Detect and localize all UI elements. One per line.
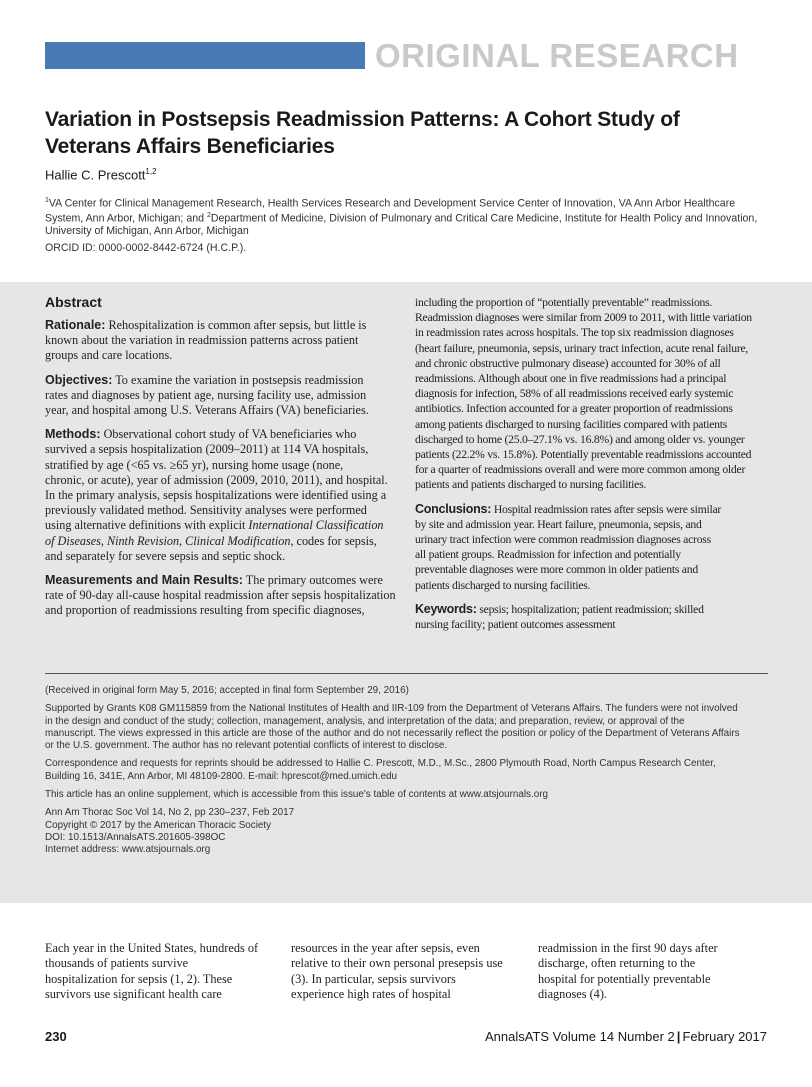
body-column-3: [538, 941, 718, 1003]
abstract-line: [45, 534, 405, 549]
abstract-paragraph: [45, 373, 405, 419]
note-paragraph: [45, 758, 775, 783]
abstract-line: [415, 386, 775, 401]
abstract-text: stratified by age (<65 vs. ≥65 yr), nursing home usage (none,: [45, 457, 344, 472]
abstract-line: [45, 603, 405, 618]
note-line: in the design and conduct of the study; collection, management, analysis, and interpretation of the data; and preparation, review, or approval of the: [45, 715, 685, 727]
note-paragraph: [45, 703, 775, 752]
abstract-line: [415, 617, 775, 632]
abstract-text: urinary tract infection were common readmission diagnoses across: [415, 533, 711, 547]
abstract-text: of Diseases, Ninth Revision, Clinical Modification, codes for sepsis,: [45, 533, 377, 548]
body-text-line: readmission in the first 90 days after: [538, 941, 718, 955]
divider: [45, 673, 768, 674]
abstract-text: patients and patients discharged to nursing facilities.: [415, 478, 647, 492]
abstract-line: [415, 356, 775, 371]
abstract-text: Rehospitalization is common after sepsis, but little is: [105, 318, 367, 332]
note-line: This article has an online supplement, which is accessible from this issue's table of contents at www.atsjournals.org: [45, 789, 549, 801]
note-line: manuscript. The views expressed in this article are those of the author and do not necessarily reflect the position or policy of the Department of Veterans Affairs: [45, 727, 740, 739]
abstract-section-label: Rationale:: [45, 318, 106, 332]
abstract-section-label: Methods:: [45, 427, 101, 442]
abstract-line: [415, 517, 775, 532]
note-line: Building 16, 341E, Ann Arbor, MI 48109-2800. E-mail: hprescot@med.umich.edu: [45, 770, 398, 782]
abstract-line: [415, 502, 775, 517]
abstract-text: (heart failure, pneumonia, sepsis, urinary tract infection, acute renal failure,: [415, 341, 749, 355]
note-line: or the U.S. government. The author has no relevant potential conflicts of interest to disclose.: [45, 740, 448, 752]
abstract-line: [45, 518, 405, 533]
abstract-text: and chronic obstructive pulmonary disease) accounted for 30% of all: [415, 356, 721, 370]
abstract-text: chronic, or acute), year of admission (2009, 2010, 2011), and hospital.: [45, 472, 388, 487]
abstract-text: among patients discharged to nursing facilities compared with patients: [415, 417, 728, 431]
abstract-text: readmissions. Although about one in five readmissions had a principal: [415, 372, 727, 386]
abstract-text: Readmission diagnoses were similar from 2009 to 2011, with little variation: [415, 311, 752, 325]
abstract-section-label: Objectives:: [45, 372, 113, 387]
abstract-text: known about the variation in readmission patterns across patient: [45, 333, 359, 348]
abstract-line: [415, 341, 775, 356]
abstract-line: [415, 477, 775, 492]
abstract-paragraph: [45, 427, 405, 564]
abstract-line: [45, 388, 405, 403]
abstract-text: survived a sepsis hospitalization (2009–2011) at 114 VA hospitals,: [45, 442, 369, 457]
abstract-line: [415, 547, 775, 562]
abstract-line: [415, 462, 775, 477]
abstract-section-label: Measurements and Main Results:: [45, 573, 243, 588]
abstract-line: [45, 318, 405, 333]
abstract-line: [45, 503, 405, 518]
abstract-section-label: Conclusions:: [415, 501, 492, 516]
abstract-line: [415, 432, 775, 447]
abstract-text: diagnosis for infection, 58% of all readmissions received early systemic: [415, 387, 734, 401]
note-line: Correspondence and requests for reprints should be addressed to Hallie C. Prescott, M.D., M.Sc., 2800 Plymouth Road, North Campus Research Center,: [45, 758, 716, 770]
abstract-text: by site and admission year. Heart failure, pneumonia, sepsis, and: [415, 517, 702, 531]
abstract-line: [415, 532, 775, 547]
body-text-line: diagnoses (4).: [538, 987, 607, 1002]
article-notes: [45, 685, 775, 863]
abstract-line: [45, 427, 405, 442]
journal-issue: AnnalsATS Volume 14 Number 2: [484, 1029, 675, 1044]
abstract-line: [45, 333, 405, 348]
abstract-right-column: [415, 295, 775, 641]
note-paragraph: [45, 685, 775, 697]
author-affiliation-sup: 1,2: [145, 167, 157, 176]
note-line: DOI: 10.1513/AnnalsATS.201605-398OC: [45, 831, 226, 843]
body-text-line: (3). In particular, sepsis survivors: [291, 971, 456, 986]
journal-footer: [485, 1029, 767, 1044]
abstract-text: sepsis; hospitalization; patient readmission; skilled: [476, 602, 704, 616]
abstract-text: To examine the variation in postsepsis readmission: [112, 372, 364, 387]
section-label: ORIGINAL RESEARCH: [375, 37, 739, 74]
abstract-left-column: [45, 318, 405, 628]
abstract-line: [415, 602, 775, 617]
body-text-line: hospital for potentially preventable: [538, 971, 711, 986]
body-column-1: [45, 941, 258, 1003]
abstract-paragraph: [45, 318, 405, 364]
issue-date: February 2017: [682, 1029, 767, 1044]
abstract-line: [415, 325, 775, 340]
note-line: Copyright © 2017 by the American Thoracic Society: [45, 819, 272, 831]
abstract-line: [415, 417, 775, 432]
affil-1: VA Center for Clinical Management Research, Health Services Research and Development Service Center of Innovation, VA Ann Arbor Healthcare System, Ann Arbor, Michigan; and: [45, 197, 736, 225]
author: [45, 167, 157, 182]
body-text-line: experience high rates of hospital: [291, 987, 451, 1002]
abstract-text: patients (22.2% vs. 15.8%). Potentially preventable readmissions accounted: [415, 448, 752, 462]
abstract-text: preventable diagnoses were more common in older patients and: [415, 563, 698, 577]
abstract-text: discharged to home (25.0–27.1% vs. 16.8%) and among older vs. younger: [415, 432, 745, 446]
abstract-text: In the primary analysis, sepsis hospitalizations were identified using a: [45, 488, 387, 503]
abstract-section-label: Keywords:: [415, 601, 477, 616]
abstract-line: [45, 458, 405, 473]
abstract-line: [45, 442, 405, 457]
abstract-line: [415, 578, 775, 593]
article-title: Variation in Postsepsis Readmission Patterns: A Cohort Study of Veterans Affairs Beneficiaries: [45, 108, 680, 158]
abstract-line: [415, 295, 775, 310]
abstract-line: [415, 310, 775, 325]
abstract-line: [415, 401, 775, 416]
abstract-line: [45, 488, 405, 503]
abstract-text: and separately for severe sepsis and septic shock.: [45, 548, 286, 563]
body-column-2: [291, 941, 503, 1003]
abstract-line: [415, 371, 775, 386]
abstract-paragraph: [415, 502, 775, 593]
abstract-text: Hospital readmission rates after sepsis were similar: [491, 502, 722, 516]
page-number: 230: [45, 1029, 67, 1044]
abstract-text: all patient groups. Readmission for infection and potentially: [415, 548, 681, 562]
footer-separator: |: [676, 1029, 681, 1044]
author-name: Hallie C. Prescott: [45, 167, 146, 183]
abstract-text: rate of 90-day all-cause hospital readmission after sepsis hospitalization: [45, 588, 396, 603]
header-color-bar: [45, 42, 365, 69]
body-text-line: resources in the year after sepsis, even: [291, 941, 480, 955]
orcid: ORCID ID: 0000-0002-8442-6724 (H.C.P.).: [45, 242, 247, 254]
abstract-line: [415, 562, 775, 577]
abstract-text: nursing facility; patient outcomes assessment: [415, 618, 616, 632]
abstract-text: groups and care locations.: [45, 348, 173, 363]
note-line: (Received in original form May 5, 2016; accepted in final form September 29, 2016): [45, 685, 409, 696]
body-text-line: survivors use significant health care: [45, 987, 222, 1002]
affil-sup-1: 1: [45, 197, 49, 204]
affil-2: Department of Medicine, Division of Pulmonary and Critical Care Medicine, Institute for Health Policy and Innovation, University of Michigan, Ann Arbor, Michigan: [45, 212, 758, 238]
abstract-text: antibiotics. Infection accounted for a greater proportion of readmissions: [415, 402, 733, 416]
note-line: Internet address: www.atsjournals.org: [45, 844, 211, 856]
abstract-text: The primary outcomes were: [242, 573, 383, 588]
abstract-paragraph: [415, 602, 775, 632]
body-text-line: hospitalization for sepsis (1, 2). These: [45, 971, 233, 986]
abstract-line: [45, 403, 405, 418]
abstract-text: for a quarter of readmissions overall and were more common among older: [415, 463, 746, 477]
body-text-line: Each year in the United States, hundreds of: [45, 941, 259, 955]
abstract-paragraph: [415, 295, 775, 493]
abstract-text: using alternative definitions with explicit International Classification: [45, 518, 384, 533]
body-text-line: discharge, often returning to the: [538, 956, 696, 971]
abstract-line: [45, 573, 405, 588]
affil-sup-2: 2: [206, 212, 211, 220]
abstract-text: including the proportion of “potentially preventable” readmissions.: [415, 296, 713, 309]
abstract-paragraph: [45, 573, 405, 619]
affiliations: [45, 195, 775, 238]
abstract-text: patients discharged to nursing facilities.: [415, 578, 591, 592]
abstract-line: [45, 549, 405, 564]
abstract-text: Observational cohort study of VA beneficiaries who: [100, 427, 357, 442]
abstract-text: year, and hospital among U.S. Veterans Affairs (VA) beneficiaries.: [45, 403, 369, 418]
abstract-line: [45, 348, 405, 363]
abstract-text: rates and diagnoses by patient age, nursing facility use, admission: [45, 387, 367, 402]
note-paragraph: [45, 789, 775, 801]
note-line: Supported by Grants K08 GM115859 from the National Institutes of Health and IIR-109 from the Department of Veterans Affairs. The funders were not involved: [45, 703, 738, 715]
abstract-text: in readmission rates across hospitals. The top six readmission diagnoses: [415, 326, 734, 340]
body-text-line: thousands of patients survive: [45, 956, 189, 971]
abstract-line: [45, 588, 405, 603]
abstract-line: [45, 373, 405, 388]
note-line: Ann Am Thorac Soc Vol 14, No 2, pp 230–237, Feb 2017: [45, 807, 295, 819]
abstract-text: previously validated method. Sensitivity analyses were performed: [45, 503, 367, 518]
abstract-line: [45, 473, 405, 488]
note-paragraph: [45, 807, 775, 856]
body-text-line: relative to their own personal presepsis use: [291, 956, 503, 971]
abstract-text: and proportion of readmissions resulting from specific diagnoses,: [45, 603, 365, 618]
abstract-heading: Abstract: [45, 294, 102, 310]
abstract-line: [415, 447, 775, 462]
